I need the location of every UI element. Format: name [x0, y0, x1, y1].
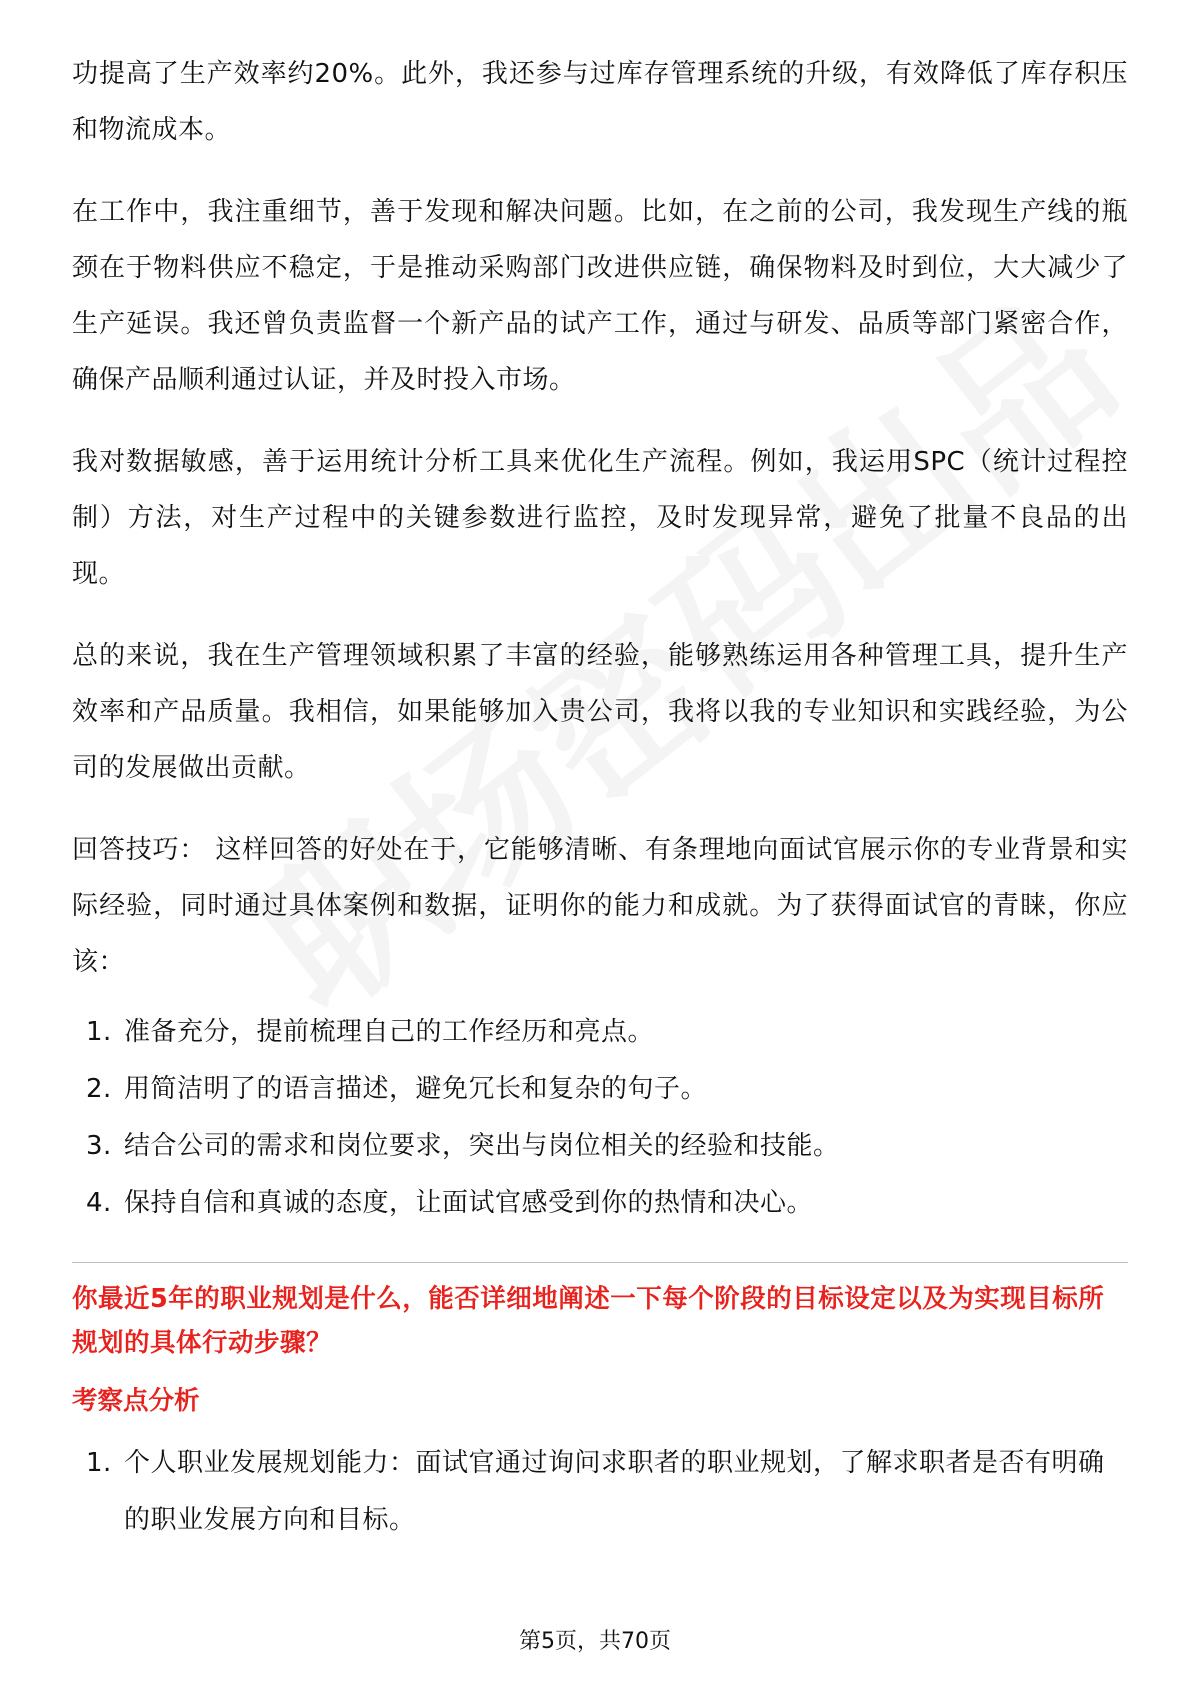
section-divider — [72, 1262, 1128, 1263]
paragraph-data-sensitivity: 我对数据敏感，善于运用统计分析工具来优化生产流程。例如，我运用SPC（统计过程控制）方法，对生产过程中的关键参数进行监控，及时发现异常，避免了批量不良品的出现。 — [72, 447, 1128, 589]
paragraph-answer-tips: 回答技巧： 这样回答的好处在于，它能够清晰、有条理地向面试官展示你的专业背景和实际经验，同时通过具体案例和数据，证明你的能力和成就。为了获得面试官的青睐，你应该： — [72, 835, 1128, 977]
paragraph-detail-focus: 在工作中，我注重细节，善于发现和解决问题。比如，在之前的公司，我发现生产线的瓶颈在于物料供应不稳定，于是推动采购部门改进供应链，确保物料及时到位，大大减少了生产延误。我还曾负责监督一个新产品的试产工作，通过与研发、品质等部门紧密合作，确保产品顺利通过认证，并及时投入市场。 — [72, 197, 1128, 395]
list-item: 1. 准备充分，提前梳理自己的工作经历和亮点。 — [86, 1017, 655, 1047]
tips-list — [72, 1004, 1128, 1232]
page-content — [72, 46, 1128, 1549]
list-item: 1. 个人职业发展规划能力：面试官通过询问求职者的职业规划，了解求职者是否有明确的职业发展方向和目标。 — [86, 1448, 1105, 1535]
list-item: 3. 结合公司的需求和岗位要求，突出与岗位相关的经验和技能。 — [86, 1131, 840, 1161]
list-item: 2. 用简洁明了的语言描述，避免冗长和复杂的句子。 — [86, 1074, 708, 1104]
list-item: 4. 保持自信和真诚的态度，让面试官感受到你的热情和决心。 — [86, 1188, 814, 1218]
paragraph-summary: 总的来说，我在生产管理领域积累了丰富的经验，能够熟练运用各种管理工具，提升生产效率和产品质量。我相信，如果能够加入贵公司，我将以我的专业知识和实践经验，为公司的发展做出贡献。 — [72, 641, 1128, 783]
analysis-heading: 考察点分析 — [72, 1386, 200, 1416]
interview-question: 你最近5年的职业规划是什么，能否详细地阐述一下每个阶段的目标设定以及为实现目标所规划的具体行动步骤？ — [72, 1284, 1105, 1358]
analysis-list — [72, 1435, 1128, 1549]
paragraph-continuation: 功提高了生产效率约20%。此外，我还参与过库存管理系统的升级，有效降低了库存积压和物流成本。 — [72, 59, 1128, 145]
page-footer: 第5页，共70页 — [519, 1629, 671, 1654]
